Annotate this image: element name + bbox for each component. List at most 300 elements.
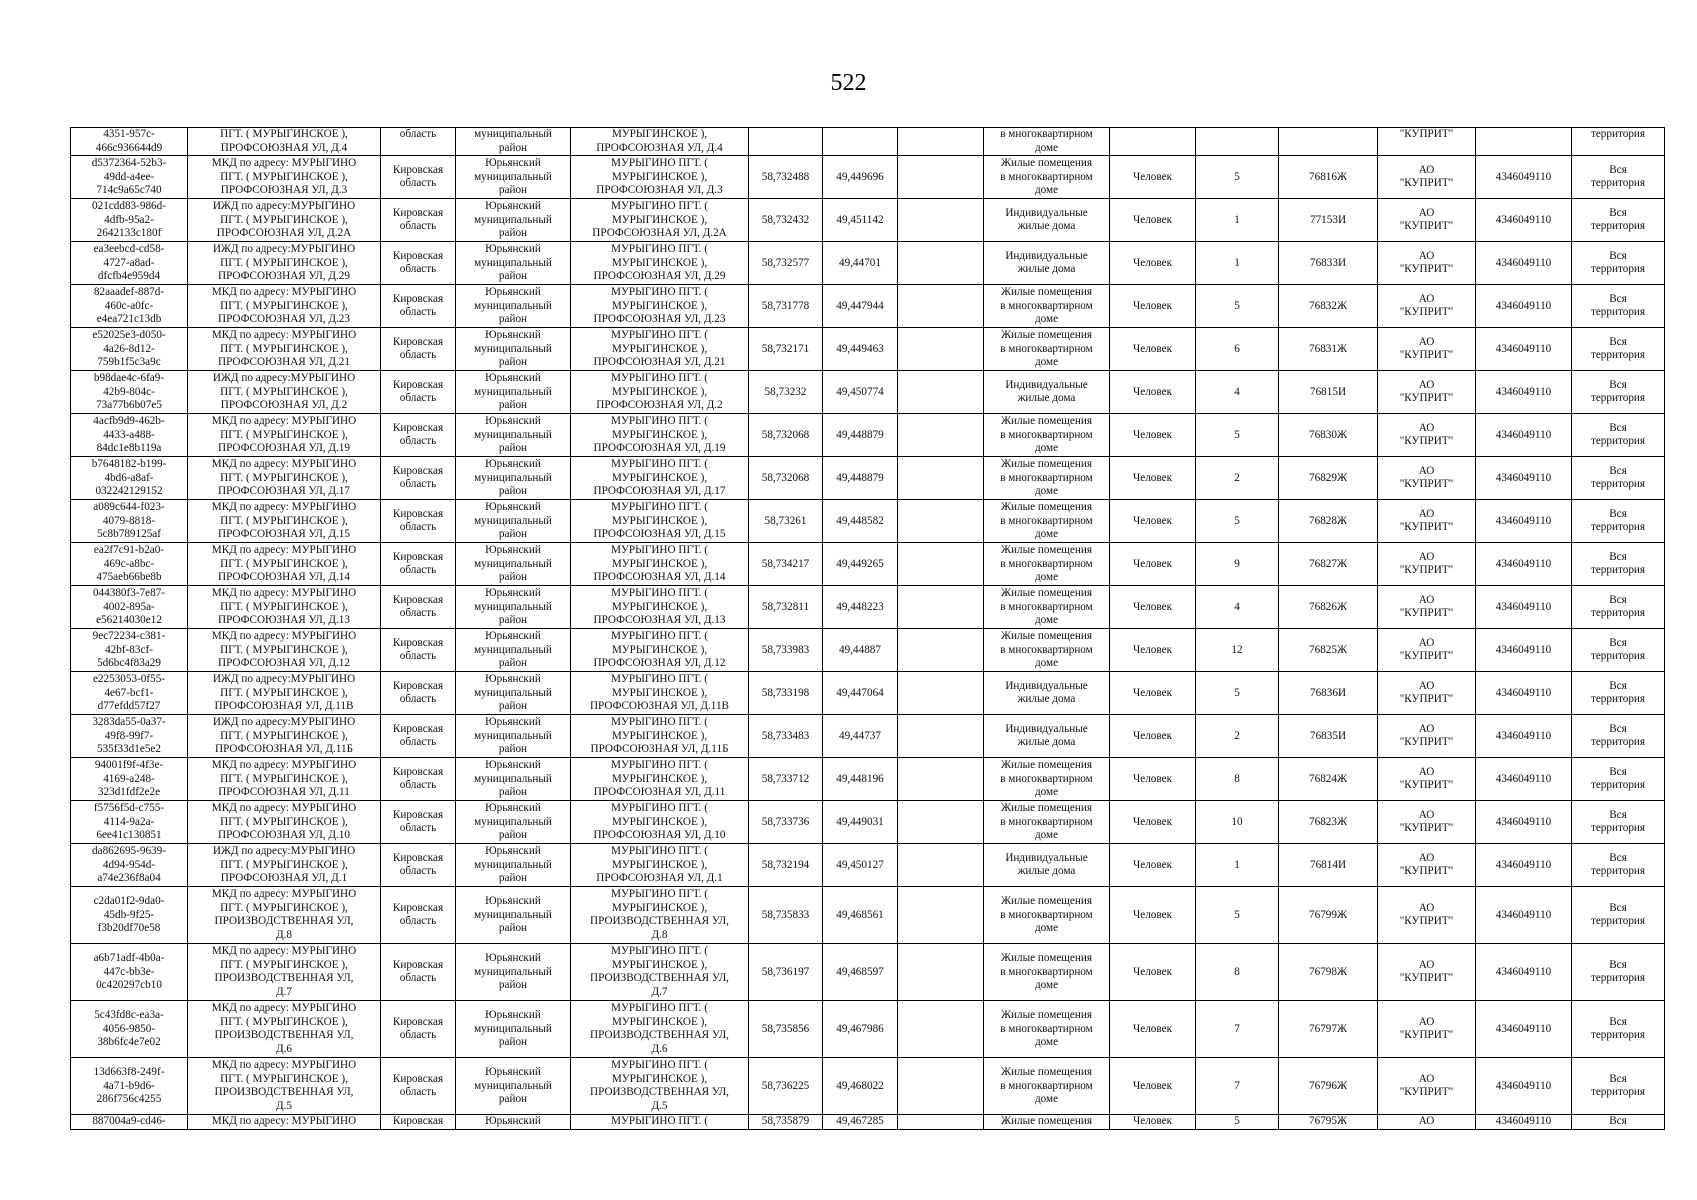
cell-address: МУРЫГИНО ПГТ. ( МУРЫГИНСКОЕ ), ПРОФСОЮЗНАЯ УЛ, Д.21 bbox=[571, 328, 749, 371]
cell-org: АО "КУПРИТ" bbox=[1378, 801, 1476, 844]
cell-name: ИЖД по адресу:МУРЫГИНО ПГТ. ( МУРЫГИНСКОЕ ), ПРОФСОЮЗНАЯ УЛ, Д.2 bbox=[188, 371, 381, 414]
cell-unit: Человек bbox=[1110, 629, 1196, 672]
cell-inn: 4346049110 bbox=[1476, 844, 1572, 887]
cell-region: Кировская область bbox=[381, 199, 456, 242]
cell-code: 77153И bbox=[1279, 199, 1378, 242]
cell-count: 4 bbox=[1196, 371, 1279, 414]
table-row bbox=[71, 500, 1665, 543]
cell-c8 bbox=[898, 801, 984, 844]
cell-name: МКД по адресу: МУРЫГИНО ПГТ. ( МУРЫГИНСКОЕ ), ПРОФСОЮЗНАЯ УЛ, Д.19 bbox=[188, 414, 381, 457]
cell-district: Юрьянский муниципальный район bbox=[456, 586, 571, 629]
cell-inn: 4346049110 bbox=[1476, 887, 1572, 944]
cell-territory: Вся bbox=[1572, 1115, 1665, 1130]
cell-org: АО "КУПРИТ" bbox=[1378, 242, 1476, 285]
cell-region: Кировская область bbox=[381, 328, 456, 371]
cell-region: Кировская область bbox=[381, 672, 456, 715]
cell-territory: Вся территория bbox=[1572, 543, 1665, 586]
cell-lat: 58,736197 bbox=[749, 944, 823, 1001]
cell-code: 76832Ж bbox=[1279, 285, 1378, 328]
cell-org: АО "КУПРИТ" bbox=[1378, 672, 1476, 715]
cell-inn: 4346049110 bbox=[1476, 944, 1572, 1001]
cell-org: АО "КУПРИТ" bbox=[1378, 586, 1476, 629]
cell-c8 bbox=[898, 1115, 984, 1130]
cell-object-type: Жилые помещения в многоквартирном доме bbox=[984, 457, 1110, 500]
cell-unit: Человек bbox=[1110, 1115, 1196, 1130]
cell-lon: 49,448196 bbox=[823, 758, 898, 801]
cell-address: МУРЫГИНО ПГТ. ( МУРЫГИНСКОЕ ), ПРОФСОЮЗНАЯ УЛ, Д.11 bbox=[571, 758, 749, 801]
table-row bbox=[71, 887, 1665, 944]
cell-id: c2da01f2-9da0- 45db-9f25- f3b20df70e58 bbox=[71, 887, 188, 944]
cell-unit: Человек bbox=[1110, 586, 1196, 629]
cell-inn: 4346049110 bbox=[1476, 285, 1572, 328]
cell-object-type: Жилые помещения в многоквартирном доме bbox=[984, 1058, 1110, 1115]
cell-id: e52025e3-d050- 4a26-8d12- 759b1f5c3a9c bbox=[71, 328, 188, 371]
table-row bbox=[71, 1115, 1665, 1130]
cell-address: МУРЫГИНО ПГТ. ( МУРЫГИНСКОЕ ), ПРОФСОЮЗНАЯ УЛ, Д.12 bbox=[571, 629, 749, 672]
cell-district: Юрьянский муниципальный район bbox=[456, 500, 571, 543]
cell-region: Кировская область bbox=[381, 715, 456, 758]
cell-inn: 4346049110 bbox=[1476, 242, 1572, 285]
cell-district: Юрьянский муниципальный район bbox=[456, 944, 571, 1001]
cell-code: 76829Ж bbox=[1279, 457, 1378, 500]
table-row bbox=[71, 543, 1665, 586]
cell-district: Юрьянский муниципальный район bbox=[456, 1001, 571, 1058]
cell-territory: Вся территория bbox=[1572, 1058, 1665, 1115]
cell-code: 76836И bbox=[1279, 672, 1378, 715]
cell-count: 5 bbox=[1196, 887, 1279, 944]
cell-count: 6 bbox=[1196, 328, 1279, 371]
cell-code: 76798Ж bbox=[1279, 944, 1378, 1001]
cell-lat: 58,732432 bbox=[749, 199, 823, 242]
cell-name: ИЖД по адресу:МУРЫГИНО ПГТ. ( МУРЫГИНСКОЕ ), ПРОФСОЮЗНАЯ УЛ, Д.29 bbox=[188, 242, 381, 285]
cell-c8 bbox=[898, 715, 984, 758]
cell-region: Кировская область bbox=[381, 371, 456, 414]
cell-object-type: Жилые помещения в многоквартирном доме bbox=[984, 156, 1110, 199]
cell-c8 bbox=[898, 672, 984, 715]
cell-address: МУРЫГИНО ПГТ. ( МУРЫГИНСКОЕ ), ПРОИЗВОДСТВЕННАЯ УЛ, Д.7 bbox=[571, 944, 749, 1001]
cell-object-type: Жилые помещения в многоквартирном доме bbox=[984, 586, 1110, 629]
table-row bbox=[71, 758, 1665, 801]
cell-name: МКД по адресу: МУРЫГИНО ПГТ. ( МУРЫГИНСКОЕ ), ПРОФСОЮЗНАЯ УЛ, Д.13 bbox=[188, 586, 381, 629]
cell-address: МУРЫГИНО ПГТ. ( МУРЫГИНСКОЕ ), ПРОИЗВОДСТВЕННАЯ УЛ, Д.5 bbox=[571, 1058, 749, 1115]
cell-address: МУРЫГИНО ПГТ. ( МУРЫГИНСКОЕ ), ПРОФСОЮЗНАЯ УЛ, Д.1 bbox=[571, 844, 749, 887]
cell-object-type: Жилые помещения в многоквартирном доме bbox=[984, 887, 1110, 944]
cell-lat: 58,732577 bbox=[749, 242, 823, 285]
cell-region: Кировская область bbox=[381, 156, 456, 199]
cell-id: da862695-9639- 4d94-954d- a74e236f8a04 bbox=[71, 844, 188, 887]
cell-id: b98dae4c-6fa9- 42b9-804c- 73a77b6b07e5 bbox=[71, 371, 188, 414]
cell-district: Юрьянский муниципальный район bbox=[456, 758, 571, 801]
cell-count: 4 bbox=[1196, 586, 1279, 629]
cell-inn: 4346049110 bbox=[1476, 414, 1572, 457]
cell-c8 bbox=[898, 128, 984, 156]
cell-inn: 4346049110 bbox=[1476, 500, 1572, 543]
cell-id: 887004a9-cd46- bbox=[71, 1115, 188, 1130]
cell-code: 76826Ж bbox=[1279, 586, 1378, 629]
registry-table bbox=[70, 127, 1665, 1130]
cell-name: ИЖД по адресу:МУРЫГИНО ПГТ. ( МУРЫГИНСКОЕ ), ПРОФСОЮЗНАЯ УЛ, Д.2А bbox=[188, 199, 381, 242]
cell-object-type: в многоквартирном доме bbox=[984, 128, 1110, 156]
cell-lat: 58,73232 bbox=[749, 371, 823, 414]
cell-district: Юрьянский муниципальный район bbox=[456, 887, 571, 944]
cell-lon: 49,44887 bbox=[823, 629, 898, 672]
cell-address: МУРЫГИНО ПГТ. ( МУРЫГИНСКОЕ ), ПРОФСОЮЗНАЯ УЛ, Д.11Б bbox=[571, 715, 749, 758]
cell-inn: 4346049110 bbox=[1476, 586, 1572, 629]
cell-count: 12 bbox=[1196, 629, 1279, 672]
cell-c8 bbox=[898, 1058, 984, 1115]
cell-unit: Человек bbox=[1110, 328, 1196, 371]
cell-district: Юрьянский муниципальный район bbox=[456, 414, 571, 457]
cell-id: 13d663f8-249f- 4a71-b9d6- 286f756c4255 bbox=[71, 1058, 188, 1115]
cell-lon: 49,447944 bbox=[823, 285, 898, 328]
cell-unit: Человек bbox=[1110, 285, 1196, 328]
cell-inn: 4346049110 bbox=[1476, 629, 1572, 672]
cell-territory: территория bbox=[1572, 128, 1665, 156]
cell-name: МКД по адресу: МУРЫГИНО ПГТ. ( МУРЫГИНСКОЕ ), ПРОИЗВОДСТВЕННАЯ УЛ, Д.6 bbox=[188, 1001, 381, 1058]
cell-name: МКД по адресу: МУРЫГИНО ПГТ. ( МУРЫГИНСКОЕ ), ПРОФСОЮЗНАЯ УЛ, Д.10 bbox=[188, 801, 381, 844]
cell-org: АО "КУПРИТ" bbox=[1378, 887, 1476, 944]
table-row bbox=[71, 944, 1665, 1001]
cell-unit: Человек bbox=[1110, 944, 1196, 1001]
cell-lat: 58,732811 bbox=[749, 586, 823, 629]
cell-inn: 4346049110 bbox=[1476, 457, 1572, 500]
cell-region: Кировская область bbox=[381, 801, 456, 844]
table-row bbox=[71, 801, 1665, 844]
cell-count: 9 bbox=[1196, 543, 1279, 586]
cell-lon: 49,449265 bbox=[823, 543, 898, 586]
cell-code: 76827Ж bbox=[1279, 543, 1378, 586]
cell-territory: Вся территория bbox=[1572, 672, 1665, 715]
cell-c8 bbox=[898, 844, 984, 887]
cell-object-type: Индивидуальные жилые дома bbox=[984, 672, 1110, 715]
cell-district: муниципальный район bbox=[456, 128, 571, 156]
cell-object-type: Жилые помещения в многоквартирном доме bbox=[984, 328, 1110, 371]
cell-object-type: Индивидуальные жилые дома bbox=[984, 199, 1110, 242]
cell-code: 76795Ж bbox=[1279, 1115, 1378, 1130]
cell-count: 8 bbox=[1196, 758, 1279, 801]
cell-region: Кировская область bbox=[381, 844, 456, 887]
cell-org: АО "КУПРИТ" bbox=[1378, 371, 1476, 414]
cell-lon: 49,450127 bbox=[823, 844, 898, 887]
cell-id: 044380f3-7e87- 4002-895a- e56214030e12 bbox=[71, 586, 188, 629]
cell-lon: 49,468022 bbox=[823, 1058, 898, 1115]
page-number: 522 bbox=[830, 70, 867, 96]
cell-id: e2253053-0f55- 4e67-bcf1- d77efdd57f27 bbox=[71, 672, 188, 715]
cell-count: 5 bbox=[1196, 156, 1279, 199]
cell-org: АО "КУПРИТ" bbox=[1378, 844, 1476, 887]
cell-code: 76823Ж bbox=[1279, 801, 1378, 844]
cell-id: d5372364-52b3- 49dd-a4ee- 714c9a65c740 bbox=[71, 156, 188, 199]
cell-c8 bbox=[898, 199, 984, 242]
cell-lat: 58,733736 bbox=[749, 801, 823, 844]
cell-name: МКД по адресу: МУРЫГИНО ПГТ. ( МУРЫГИНСКОЕ ), ПРОФСОЮЗНАЯ УЛ, Д.23 bbox=[188, 285, 381, 328]
cell-code: 76799Ж bbox=[1279, 887, 1378, 944]
cell-c8 bbox=[898, 629, 984, 672]
cell-code: 76825Ж bbox=[1279, 629, 1378, 672]
cell-c8 bbox=[898, 156, 984, 199]
cell-id: ea3eebcd-cd58- 4727-a8ad- dfcfb4e959d4 bbox=[71, 242, 188, 285]
cell-org: АО "КУПРИТ" bbox=[1378, 1058, 1476, 1115]
cell-inn: 4346049110 bbox=[1476, 199, 1572, 242]
cell-territory: Вся территория bbox=[1572, 414, 1665, 457]
cell-region: Кировская область bbox=[381, 500, 456, 543]
cell-region: область bbox=[381, 128, 456, 156]
cell-c8 bbox=[898, 1001, 984, 1058]
cell-territory: Вся территория bbox=[1572, 801, 1665, 844]
table-row bbox=[71, 328, 1665, 371]
cell-c8 bbox=[898, 586, 984, 629]
cell-c8 bbox=[898, 328, 984, 371]
cell-object-type: Жилые помещения в многоквартирном доме bbox=[984, 629, 1110, 672]
cell-district: Юрьянский муниципальный район bbox=[456, 328, 571, 371]
cell-address: МУРЫГИНО ПГТ. ( МУРЫГИНСКОЕ ), ПРОФСОЮЗНАЯ УЛ, Д.2А bbox=[571, 199, 749, 242]
cell-org: АО bbox=[1378, 1115, 1476, 1130]
cell-territory: Вся территория bbox=[1572, 285, 1665, 328]
cell-name: МКД по адресу: МУРЫГИНО ПГТ. ( МУРЫГИНСКОЕ ), ПРОИЗВОДСТВЕННАЯ УЛ, Д.7 bbox=[188, 944, 381, 1001]
cell-id: 021cdd83-986d- 4dfb-95a2- 2642133c180f bbox=[71, 199, 188, 242]
cell-region: Кировская область bbox=[381, 887, 456, 944]
cell-inn: 4346049110 bbox=[1476, 801, 1572, 844]
cell-c8 bbox=[898, 242, 984, 285]
cell-org: АО "КУПРИТ" bbox=[1378, 629, 1476, 672]
cell-address: МУРЫГИНО ПГТ. ( bbox=[571, 1115, 749, 1130]
cell-org: АО "КУПРИТ" bbox=[1378, 715, 1476, 758]
cell-count: 5 bbox=[1196, 672, 1279, 715]
table-body bbox=[71, 128, 1665, 1130]
cell-unit: Человек bbox=[1110, 371, 1196, 414]
cell-object-type: Жилые помещения в многоквартирном доме bbox=[984, 944, 1110, 1001]
cell-id: 82aaadef-887d- 460c-a0fc- e4ea721c13db bbox=[71, 285, 188, 328]
cell-lat: 58,732068 bbox=[749, 457, 823, 500]
cell-c8 bbox=[898, 285, 984, 328]
cell-territory: Вся территория bbox=[1572, 887, 1665, 944]
cell-district: Юрьянский bbox=[456, 1115, 571, 1130]
cell-count: 2 bbox=[1196, 715, 1279, 758]
cell-region: Кировская область bbox=[381, 944, 456, 1001]
cell-unit: Человек bbox=[1110, 758, 1196, 801]
table-row bbox=[71, 414, 1665, 457]
cell-lon: 49,449031 bbox=[823, 801, 898, 844]
cell-lon: 49,467285 bbox=[823, 1115, 898, 1130]
cell-count: 5 bbox=[1196, 414, 1279, 457]
cell-lon: 49,468561 bbox=[823, 887, 898, 944]
cell-inn: 4346049110 bbox=[1476, 758, 1572, 801]
cell-count: 5 bbox=[1196, 500, 1279, 543]
cell-district: Юрьянский муниципальный район bbox=[456, 672, 571, 715]
cell-territory: Вся территория bbox=[1572, 199, 1665, 242]
cell-c8 bbox=[898, 543, 984, 586]
cell-lat: 58,736225 bbox=[749, 1058, 823, 1115]
cell-lon: 49,449463 bbox=[823, 328, 898, 371]
cell-unit: Человек bbox=[1110, 887, 1196, 944]
cell-lon: 49,448223 bbox=[823, 586, 898, 629]
cell-object-type: Индивидуальные жилые дома bbox=[984, 242, 1110, 285]
cell-object-type: Жилые помещения bbox=[984, 1115, 1110, 1130]
table-row bbox=[71, 128, 1665, 156]
cell-org: АО "КУПРИТ" bbox=[1378, 328, 1476, 371]
cell-org: АО "КУПРИТ" bbox=[1378, 457, 1476, 500]
cell-lon: 49,447064 bbox=[823, 672, 898, 715]
cell-district: Юрьянский муниципальный район bbox=[456, 629, 571, 672]
cell-lat: 58,732194 bbox=[749, 844, 823, 887]
cell-lon: 49,44701 bbox=[823, 242, 898, 285]
cell-object-type: Жилые помещения в многоквартирном доме bbox=[984, 285, 1110, 328]
table-row bbox=[71, 242, 1665, 285]
cell-id: 9ec72234-c381- 42bf-83cf- 5d6bc4f83a29 bbox=[71, 629, 188, 672]
cell-address: МУРЫГИНО ПГТ. ( МУРЫГИНСКОЕ ), ПРОФСОЮЗНАЯ УЛ, Д.15 bbox=[571, 500, 749, 543]
cell-inn: 4346049110 bbox=[1476, 1115, 1572, 1130]
cell-name: МКД по адресу: МУРЫГИНО ПГТ. ( МУРЫГИНСКОЕ ), ПРОИЗВОДСТВЕННАЯ УЛ, Д.8 bbox=[188, 887, 381, 944]
cell-territory: Вся территория bbox=[1572, 371, 1665, 414]
cell-unit: Человек bbox=[1110, 242, 1196, 285]
cell-count: 1 bbox=[1196, 199, 1279, 242]
cell-territory: Вся территория bbox=[1572, 1001, 1665, 1058]
cell-address: МУРЫГИНО ПГТ. ( МУРЫГИНСКОЕ ), ПРОФСОЮЗНАЯ УЛ, Д.14 bbox=[571, 543, 749, 586]
cell-count: 1 bbox=[1196, 844, 1279, 887]
cell-territory: Вся территория bbox=[1572, 156, 1665, 199]
cell-inn: 4346049110 bbox=[1476, 1001, 1572, 1058]
cell-territory: Вся территория bbox=[1572, 500, 1665, 543]
cell-name: ИЖД по адресу:МУРЫГИНО ПГТ. ( МУРЫГИНСКОЕ ), ПРОФСОЮЗНАЯ УЛ, Д.11Б bbox=[188, 715, 381, 758]
cell-object-type: Индивидуальные жилые дома bbox=[984, 715, 1110, 758]
cell-region: Кировская область bbox=[381, 457, 456, 500]
cell-territory: Вся территория bbox=[1572, 242, 1665, 285]
cell-lat: 58,73261 bbox=[749, 500, 823, 543]
cell-address: МУРЫГИНО ПГТ. ( МУРЫГИНСКОЕ ), ПРОФСОЮЗНАЯ УЛ, Д.11В bbox=[571, 672, 749, 715]
cell-count: 2 bbox=[1196, 457, 1279, 500]
cell-c8 bbox=[898, 500, 984, 543]
cell-lat: 58,733483 bbox=[749, 715, 823, 758]
table-row bbox=[71, 844, 1665, 887]
cell-lon bbox=[823, 128, 898, 156]
cell-name: МКД по адресу: МУРЫГИНО ПГТ. ( МУРЫГИНСКОЕ ), ПРОФСОЮЗНАЯ УЛ, Д.12 bbox=[188, 629, 381, 672]
cell-count: 5 bbox=[1196, 285, 1279, 328]
cell-id: 5c43fd8c-ea3a- 4056-9850- 38b6fc4e7e02 bbox=[71, 1001, 188, 1058]
cell-name: МКД по адресу: МУРЫГИНО ПГТ. ( МУРЫГИНСКОЕ ), ПРОФСОЮЗНАЯ УЛ, Д.3 bbox=[188, 156, 381, 199]
cell-name: МКД по адресу: МУРЫГИНО ПГТ. ( МУРЫГИНСКОЕ ), ПРОФСОЮЗНАЯ УЛ, Д.15 bbox=[188, 500, 381, 543]
cell-unit: Человек bbox=[1110, 1058, 1196, 1115]
cell-count: 10 bbox=[1196, 801, 1279, 844]
cell-lon: 49,450774 bbox=[823, 371, 898, 414]
cell-lat: 58,733983 bbox=[749, 629, 823, 672]
cell-territory: Вся территория bbox=[1572, 457, 1665, 500]
cell-object-type: Жилые помещения в многоквартирном доме bbox=[984, 801, 1110, 844]
cell-address: МУРЫГИНО ПГТ. ( МУРЫГИНСКОЕ ), ПРОИЗВОДСТВЕННАЯ УЛ, Д.8 bbox=[571, 887, 749, 944]
cell-territory: Вся территория bbox=[1572, 944, 1665, 1001]
cell-code: 76815И bbox=[1279, 371, 1378, 414]
table-row bbox=[71, 1058, 1665, 1115]
cell-lon: 49,451142 bbox=[823, 199, 898, 242]
table-row bbox=[71, 371, 1665, 414]
cell-address: МУРЫГИНО ПГТ. ( МУРЫГИНСКОЕ ), ПРОФСОЮЗНАЯ УЛ, Д.3 bbox=[571, 156, 749, 199]
cell-org: АО "КУПРИТ" bbox=[1378, 500, 1476, 543]
table-row bbox=[71, 629, 1665, 672]
cell-count: 1 bbox=[1196, 242, 1279, 285]
cell-district: Юрьянский муниципальный район bbox=[456, 285, 571, 328]
cell-unit: Человек bbox=[1110, 457, 1196, 500]
cell-region: Кировская область bbox=[381, 758, 456, 801]
cell-object-type: Индивидуальные жилые дома bbox=[984, 371, 1110, 414]
cell-address: МУРЫГИНСКОЕ ), ПРОФСОЮЗНАЯ УЛ, Д.4 bbox=[571, 128, 749, 156]
table-row bbox=[71, 1001, 1665, 1058]
cell-lat: 58,733712 bbox=[749, 758, 823, 801]
cell-district: Юрьянский муниципальный район bbox=[456, 457, 571, 500]
cell-object-type: Жилые помещения в многоквартирном доме bbox=[984, 414, 1110, 457]
cell-region: Кировская область bbox=[381, 285, 456, 328]
cell-inn: 4346049110 bbox=[1476, 371, 1572, 414]
cell-district: Юрьянский муниципальный район bbox=[456, 156, 571, 199]
cell-lat: 58,735833 bbox=[749, 887, 823, 944]
cell-inn: 4346049110 bbox=[1476, 715, 1572, 758]
cell-region: Кировская область bbox=[381, 586, 456, 629]
table-row bbox=[71, 199, 1665, 242]
cell-lon: 49,448879 bbox=[823, 457, 898, 500]
cell-district: Юрьянский муниципальный район bbox=[456, 715, 571, 758]
cell-unit: Человек bbox=[1110, 844, 1196, 887]
cell-c8 bbox=[898, 414, 984, 457]
cell-address: МУРЫГИНО ПГТ. ( МУРЫГИНСКОЕ ), ПРОИЗВОДСТВЕННАЯ УЛ, Д.6 bbox=[571, 1001, 749, 1058]
cell-inn: 4346049110 bbox=[1476, 1058, 1572, 1115]
cell-org: АО "КУПРИТ" bbox=[1378, 285, 1476, 328]
cell-territory: Вся территория bbox=[1572, 629, 1665, 672]
cell-code: 76831Ж bbox=[1279, 328, 1378, 371]
cell-org: АО "КУПРИТ" bbox=[1378, 1001, 1476, 1058]
cell-address: МУРЫГИНО ПГТ. ( МУРЫГИНСКОЕ ), ПРОФСОЮЗНАЯ УЛ, Д.10 bbox=[571, 801, 749, 844]
cell-district: Юрьянский муниципальный район bbox=[456, 242, 571, 285]
cell-count bbox=[1196, 128, 1279, 156]
cell-lon: 49,448879 bbox=[823, 414, 898, 457]
cell-territory: Вся территория bbox=[1572, 715, 1665, 758]
cell-district: Юрьянский муниципальный район bbox=[456, 1058, 571, 1115]
cell-name: ИЖД по адресу:МУРЫГИНО ПГТ. ( МУРЫГИНСКОЕ ), ПРОФСОЮЗНАЯ УЛ, Д.11В bbox=[188, 672, 381, 715]
cell-id: f5756f5d-c755- 4114-9a2a- 6ee41c130851 bbox=[71, 801, 188, 844]
cell-district: Юрьянский муниципальный район bbox=[456, 543, 571, 586]
cell-district: Юрьянский муниципальный район bbox=[456, 844, 571, 887]
cell-address: МУРЫГИНО ПГТ. ( МУРЫГИНСКОЕ ), ПРОФСОЮЗНАЯ УЛ, Д.13 bbox=[571, 586, 749, 629]
cell-count: 7 bbox=[1196, 1001, 1279, 1058]
table-row bbox=[71, 715, 1665, 758]
cell-unit: Человек bbox=[1110, 414, 1196, 457]
cell-lat: 58,734217 bbox=[749, 543, 823, 586]
cell-region: Кировская область bbox=[381, 242, 456, 285]
cell-id: ea2f7c91-b2a0- 469c-a8bc- 475aeb66be8b bbox=[71, 543, 188, 586]
cell-code: 76796Ж bbox=[1279, 1058, 1378, 1115]
cell-object-type: Жилые помещения в многоквартирном доме bbox=[984, 758, 1110, 801]
cell-lon: 49,449696 bbox=[823, 156, 898, 199]
cell-unit: Человек bbox=[1110, 500, 1196, 543]
cell-lat: 58,735879 bbox=[749, 1115, 823, 1130]
cell-id: b7648182-b199- 4bd6-a8af- 032242129152 bbox=[71, 457, 188, 500]
cell-id: 3283da55-0a37- 49f8-99f7- 535f33d1e5e2 bbox=[71, 715, 188, 758]
cell-territory: Вся территория bbox=[1572, 844, 1665, 887]
cell-object-type: Жилые помещения в многоквартирном доме bbox=[984, 1001, 1110, 1058]
cell-object-type: Жилые помещения в многоквартирном доме bbox=[984, 500, 1110, 543]
cell-lon: 49,467986 bbox=[823, 1001, 898, 1058]
cell-id: 4351-957c- 466c936644d9 bbox=[71, 128, 188, 156]
table-row bbox=[71, 586, 1665, 629]
cell-lat: 58,732068 bbox=[749, 414, 823, 457]
cell-lat: 58,733198 bbox=[749, 672, 823, 715]
cell-lon: 49,448582 bbox=[823, 500, 898, 543]
cell-code: 76797Ж bbox=[1279, 1001, 1378, 1058]
cell-id: a6b71adf-4b0a- 447c-bb3e- 0c420297cb10 bbox=[71, 944, 188, 1001]
cell-count: 5 bbox=[1196, 1115, 1279, 1130]
cell-inn: 4346049110 bbox=[1476, 672, 1572, 715]
cell-code: 76833И bbox=[1279, 242, 1378, 285]
cell-object-type: Индивидуальные жилые дома bbox=[984, 844, 1110, 887]
cell-count: 8 bbox=[1196, 944, 1279, 1001]
cell-org: АО "КУПРИТ" bbox=[1378, 543, 1476, 586]
